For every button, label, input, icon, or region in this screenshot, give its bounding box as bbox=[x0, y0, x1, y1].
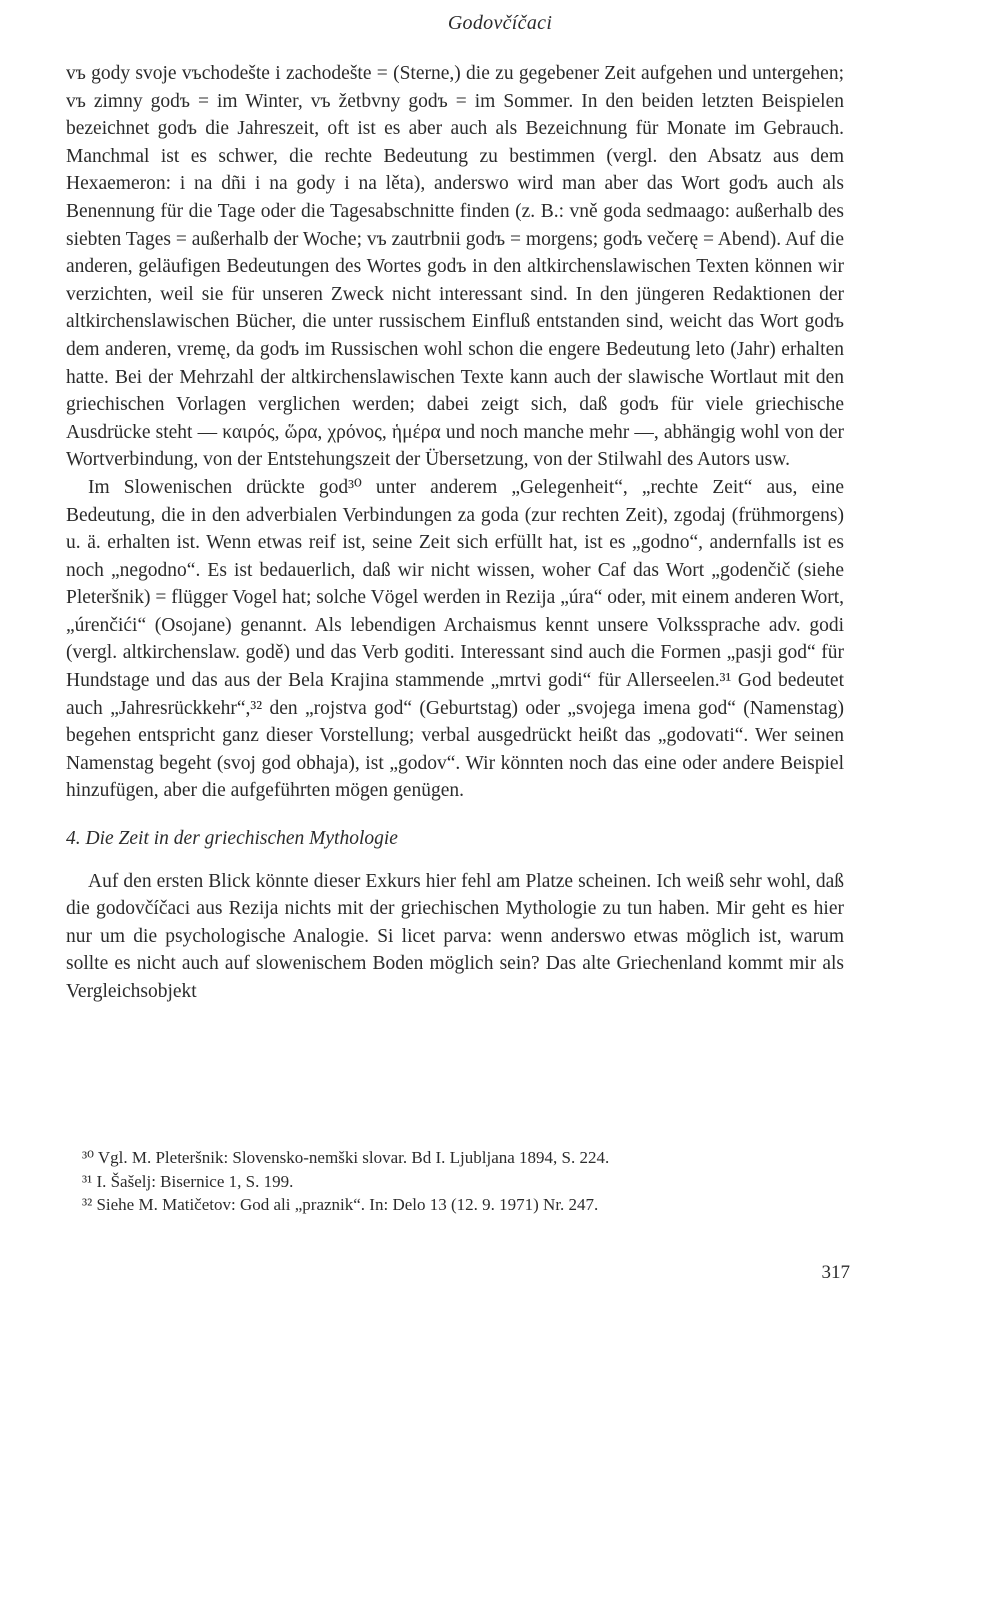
page-number: 317 bbox=[821, 1262, 850, 1283]
footnote-30: ³⁰ Vgl. M. Pleteršnik: Slovensko-nemški slovar. Bd I. Ljubljana 1894, S. 224. bbox=[82, 1148, 610, 1167]
running-title: Godovčíčaci bbox=[447, 12, 553, 34]
section-paragraph: Auf den ersten Blick könnte dieser Exkurs hier fehl am Platze scheinen. Ich weiß sehr wohl, daß die godovčíčaci aus Rezija nichts mit der griechischen Mythologie zu tun haben. Mir geht es hier nur um die psychologische Analogie. Si licet parva: wenn anderswo etwas möglich ist, warum sollte es nicht auch auf slowenischem Boden möglich sein? Das alte Griechenland kommt mir als Vergleichsobjekt bbox=[66, 870, 844, 1002]
footnotes bbox=[66, 1146, 844, 1217]
paragraph-1: vъ gody svoje vъchodešte i zachodešte = (Sterne,) die zu gegebener Zeit aufgehen und untergehen; vъ zimny godъ = im Winter, vъ žetbvny godъ = im Sommer. In den beiden letzten Beispielen bezeichnet godъ die Jahreszeit, oft ist es aber auch als Bezeichnung für Monate im Gebrauch. Manchmal ist es schwer, die rechte Bedeutung zu bestimmen (vergl. den Absatz aus dem Hexaemeron: i na dñi i na gody i na lěta), anderswo wird man aber das Wort godъ auch als Benennung für die Tage oder die Tagesabschnitte finden (z. B.: vně goda sedmaago: außerhalb des siebten Tages = außerhalb der Woche; vъ zautrbnii godъ = morgens; godъ večerę = Abend). Auf die anderen, geläufigen Bedeutungen des Wortes godъ in den altkirchenslawischen Texten können wir verzichten, weil sie für unseren Zweck nicht interessant sind. In den jüngeren Redaktionen der altkirchenslawischen Bücher, die unter russischem Einfluß entstanden sind, weicht das Wort godъ dem anderen, vremę, da godъ im Russischen wohl schon die engere Bedeutung leto (Jahr) erhalten hatte. Bei der Mehrzahl der altkirchenslawischen Texte kann auch der slawische Wortlaut mit den griechischen Vorlagen verglichen werden; dabei zeigt sich, daß godъ für viele griechische Ausdrücke steht — καιρός, ὥρα, χρόνος, ἡμέρα und noch manche mehr —, abhängig wohl von der Wortverbindung, von der Entstehungszeit der Übersetzung, von der Stilwahl des Autors usw. bbox=[66, 63, 844, 471]
section-heading: 4. Die Zeit in der griechischen Mythologie bbox=[66, 828, 398, 850]
footnote-31: ³¹ I. Šašelj: Bisernice 1, S. 199. bbox=[82, 1171, 294, 1191]
paragraph-2: Im Slowenischen drückte god³⁰ unter anderem „Gelegenheit“, „rechte Zeit“ aus, eine Bedeutung, die in den adverbialen Verbindungen za goda (zur rechten Zeit), zgodaj (frühmorgens) u. ä. erhalten ist. Wenn etwas reif ist, seine Zeit sich erfüllt hat, ist es „godno“, andernfalls ist es noch „negodno“. Es ist bedauerlich, daß wir nicht wissen, woher Caf das Wort „godenčič (siehe Pleteršnik) = flügger Vogel hat; solche Vögel werden in Rezija „úra“ oder, mit einem anderen Wort, „úrenčići“ (Osojane) genannt. Als lebendigen Archaismus kennt unsere Volkssprache adv. godi (vergl. altkirchenslaw. godě) und das Verb goditi. Interessant sind auch die Formen „pasji god“ für Hundstage und das aus der Bela Krajina stammende „mrtvi godi“ für Allerseelen.³¹ God bedeutet auch „Jahresrückkehr“,³² den „rojstva god“ (Geburtstag) oder „svojega imena god“ (Namenstag) begehen entspricht ganz dieser Vorstellung; verbal ausgedrückt heißt das „godovati“. Wer seinen Namenstag begeht (svoj god obhaja), ist „godov“. Wir könnten noch das eine oder andere Beispiel hinzufügen, aber die aufgeführten mögen genügen. bbox=[66, 476, 844, 802]
footnote-32: ³² Siehe M. Matičetov: God ali „praznik“. In: Delo 13 (12. 9. 1971) Nr. 247. bbox=[82, 1195, 599, 1214]
main-text bbox=[66, 60, 844, 1006]
